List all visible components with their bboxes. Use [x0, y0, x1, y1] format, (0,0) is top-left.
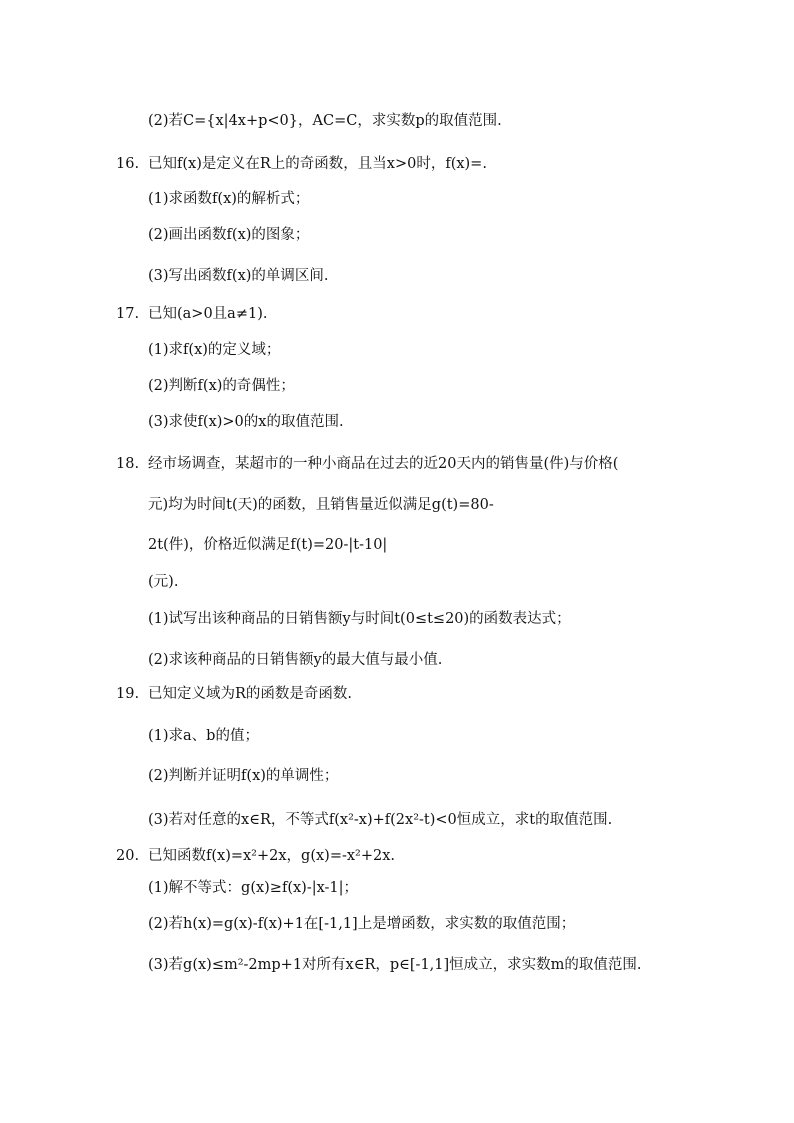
q16-part3: (3)写出函数f(x)的单调区间. [148, 268, 329, 284]
q18-text-line4: (元). [148, 574, 179, 590]
question-text: 已知f(x)是定义在R上的奇函数，且当x>0时，f(x)=. [148, 156, 487, 172]
q16-part1: (1)求函数f(x)的解析式； [148, 191, 310, 207]
q18-part2: (2)求该种商品的日销售额y的最大值与最小值. [148, 652, 443, 668]
q19-part1: (1)求a、b的值； [148, 728, 259, 744]
question-number: 18. [116, 456, 140, 472]
q15-part2: (2)若C={x|4x+p<0}，AC=C，求实数p的取值范围. [148, 113, 502, 129]
q18-text-line3: 2t(件)，价格近似满足f(t)=20-|t-10| [148, 537, 388, 553]
q18-part1: (1)试写出该种商品的日销售额y与时间t(0≤t≤20)的函数表达式； [148, 611, 571, 627]
q17-part3: (3)求使f(x)>0的x的取值范围. [148, 414, 344, 430]
q20-part2: (2)若h(x)=g(x)-f(x)+1在[-1,1]上是增函数，求实数的取值范围； [148, 916, 576, 932]
question-text: 已知(a>0且a≠1). [148, 306, 268, 322]
question-number: 17. [116, 306, 140, 322]
q19-part3: (3)若对任意的x∈R，不等式f(x²-x)+f(2x²-t)<0恒成立，求t的取值范围. [148, 812, 613, 828]
question-17 [116, 305, 267, 323]
question-text: 已知函数f(x)=x²+2x，g(x)=-x²+2x. [148, 848, 396, 864]
question-number: 20. [116, 848, 140, 864]
question-number: 16. [116, 156, 140, 172]
q16-part2: (2)画出函数f(x)的图象； [148, 227, 310, 243]
q18-text-line2: 元)均为时间t(天)的函数，且销售量近似满足g(t)=80- [148, 497, 494, 513]
q19-part2: (2)判断并证明f(x)的单调性； [148, 768, 339, 784]
question-18 [116, 455, 618, 473]
question-20 [116, 847, 395, 865]
question-number: 19. [116, 686, 140, 702]
question-text: 已知定义域为R的函数是奇函数. [148, 686, 353, 702]
q17-part1: (1)求f(x)的定义域； [148, 342, 281, 358]
q20-part3: (3)若g(x)≤m²-2mp+1对所有x∈R，p∈[-1,1]恒成立，求实数m的取值范围. [148, 957, 642, 973]
question-16 [116, 155, 487, 173]
q20-part1: (1)解不等式：g(x)≥f(x)-|x-1|； [148, 880, 359, 896]
question-19 [116, 685, 352, 703]
q17-part2: (2)判断f(x)的奇偶性； [148, 378, 295, 394]
question-text: 经市场调查，某超市的一种小商品在过去的近20天内的销售量(件)与价格( [148, 456, 619, 472]
